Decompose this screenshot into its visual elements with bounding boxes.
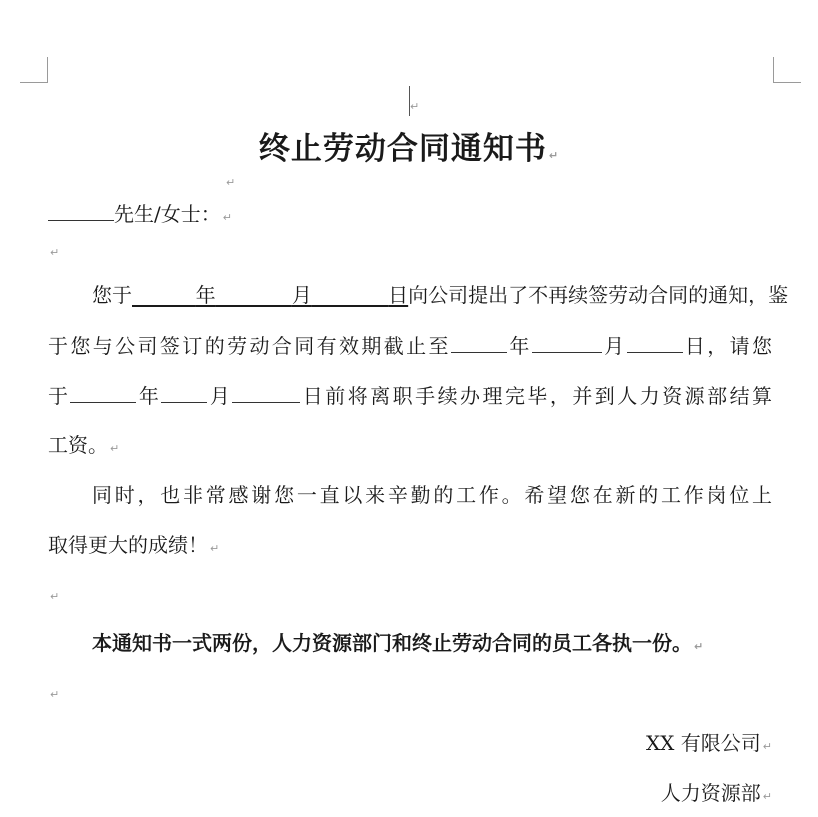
paragraph-mark: ↵ (226, 176, 236, 189)
year-blank[interactable] (70, 380, 136, 403)
paragraph-mark: ↵ (762, 740, 772, 753)
paragraph-1-line-4[interactable]: 工资。 ↵ (48, 433, 120, 457)
day-blank[interactable] (232, 380, 300, 403)
paragraph-mark: ↵ (50, 688, 60, 701)
paragraph-2-line-1[interactable]: 同时，也非常感谢您一直以来辛勤的工作。希望您在新的工作岗位上 (92, 483, 772, 507)
salutation-line[interactable] (48, 198, 772, 233)
paragraph-mark: ↵ (222, 211, 232, 224)
month-blank[interactable] (161, 380, 207, 403)
paragraph-1-line-2[interactable]: 于您与公司签订的劳动合同有效期截止至 年 月 日，请您 (48, 330, 772, 361)
name-blank[interactable] (48, 198, 114, 221)
salutation-text: 先生/女士： (114, 202, 221, 226)
paragraph-mark: ↵ (762, 790, 772, 803)
document-title[interactable]: 终止劳动合同通知书 ↵ (258, 131, 560, 167)
signature-department[interactable]: 人力资源部 ↵ (660, 781, 772, 805)
paragraph-mark: ↵ (210, 542, 220, 555)
note-paragraph[interactable]: 本通知书一式两份，人力资源部门和终止劳动合同的员工各执一份。 ↵ (92, 631, 704, 655)
paragraph-1-line-1[interactable]: 您于 年 月 日向公司提出了不再续签劳动合同的通知，鉴 (92, 283, 789, 307)
paragraph-mark: ↵ (548, 149, 560, 162)
signature-company[interactable]: XX 有限公司 ↵ (645, 731, 772, 755)
year-blank[interactable] (451, 330, 507, 353)
paragraph-mark: ↵ (110, 442, 120, 455)
date-underlined[interactable]: 年 月 日 (195, 283, 409, 307)
month-blank[interactable] (532, 330, 602, 353)
margin-corner-top-left (20, 57, 48, 83)
paragraph-mark: ↵ (694, 640, 704, 653)
margin-corner-top-right (773, 57, 801, 83)
day-blank[interactable] (627, 330, 683, 353)
paragraph-mark: ↵ (410, 100, 420, 113)
paragraph-2-line-2[interactable]: 取得更大的成绩！ ↵ (48, 533, 220, 557)
paragraph-mark: ↵ (50, 590, 60, 603)
paragraph-mark: ↵ (50, 246, 60, 259)
paragraph-1-line-3[interactable]: 于 年 月 日前将离职手续办理完毕，并到人力资源部结算 (48, 380, 772, 411)
